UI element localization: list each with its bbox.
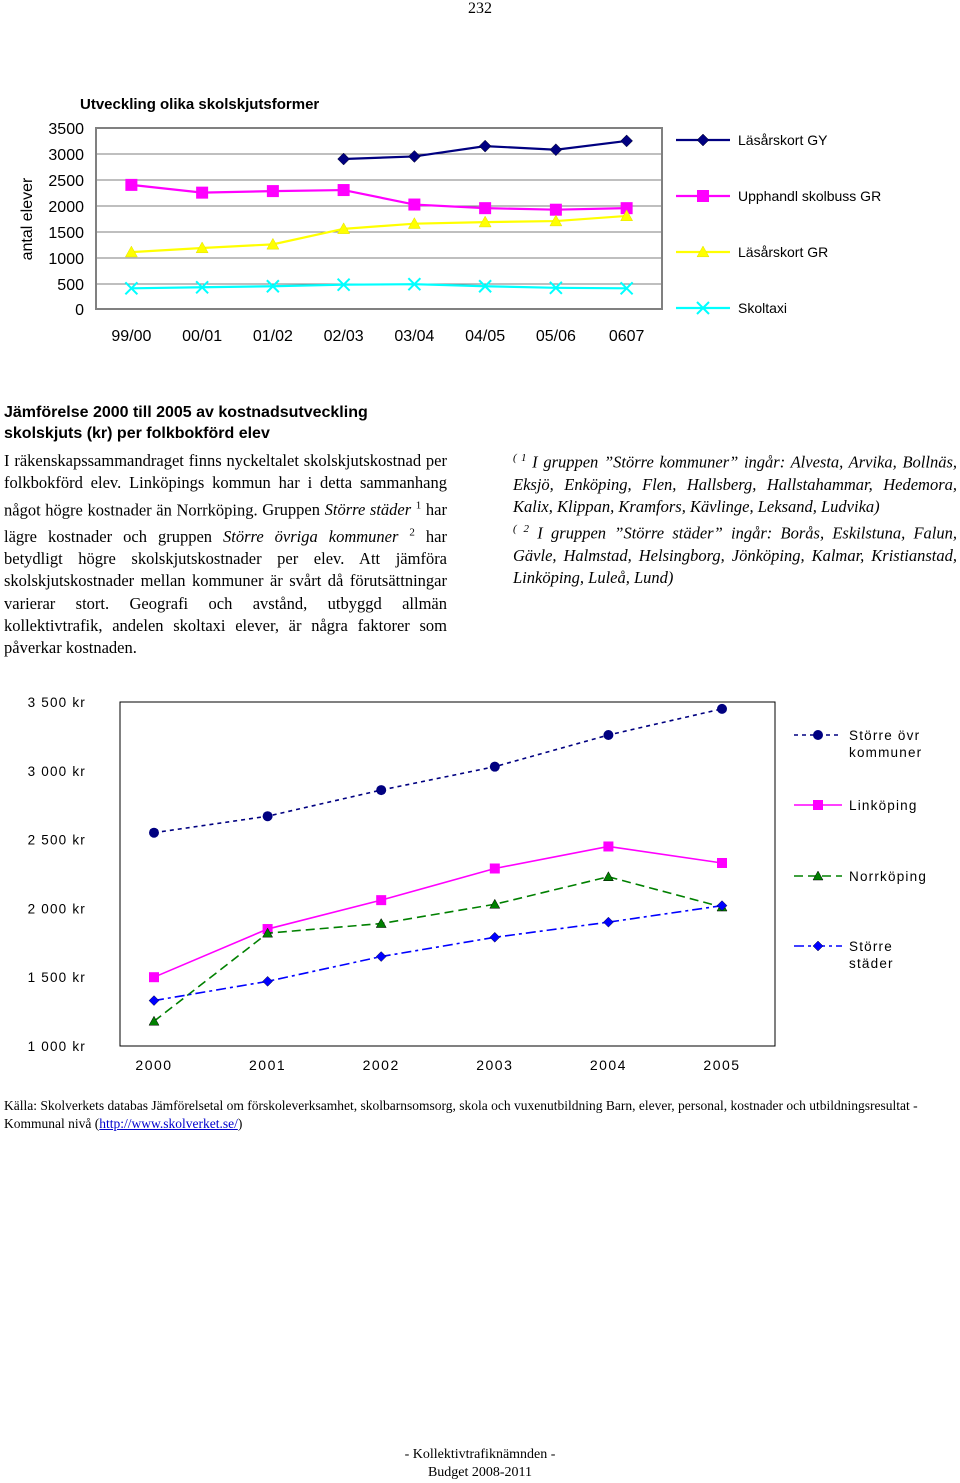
chart2-data-point	[376, 785, 386, 795]
chart1-data-point	[338, 184, 350, 196]
page-footer	[0, 1446, 960, 1482]
chart1-x-tick-label: 02/03	[323, 328, 364, 345]
chart2-legend-label: städer	[849, 956, 894, 971]
chart2-series-3	[149, 901, 727, 1006]
chart2-data-point	[603, 917, 613, 927]
chart1-data-point	[125, 179, 137, 191]
chart2-series-line	[154, 906, 722, 1001]
chart1-data-point	[408, 150, 420, 162]
chart1-legend-label: Upphandl skolbuss GR	[738, 188, 882, 204]
chart2-x-tick-label: 2002	[362, 1057, 400, 1073]
chart2-data-point	[149, 972, 159, 982]
chart1-legend-entry	[676, 188, 881, 204]
chart1-series-0	[338, 135, 633, 165]
chart1-x-tick-label: 01/02	[252, 328, 293, 345]
paragraph-3: Att jämföra skolskjutskostnader mellan kommuner är svårt då förutsättningar varierar stort. Geografi och avstånd, utbyggd allmän kollektivtrafik, andelen skoltaxi elever, är några faktorer som påverkar kostnaden.	[4, 549, 448, 658]
chart1-y-tick-label: 0	[75, 302, 84, 319]
chart1-y-tick-label: 2000	[48, 199, 84, 216]
chart2-x-tick-label: 2005	[703, 1057, 741, 1073]
chart1-y-tick-label: 2500	[48, 173, 84, 190]
chart1-data-point	[479, 202, 491, 214]
chart1-y-tick-label: 3000	[48, 147, 84, 164]
chart2-series-2	[149, 872, 727, 1025]
chart2-series-line	[154, 877, 722, 1021]
chart1-y-tick-label: 1500	[48, 225, 84, 242]
footer-committee: - Kollektivtrafiknämnden -	[404, 1447, 556, 1462]
chart1-x-tick-label: 03/04	[394, 328, 435, 345]
chart2-y-tick-label: 3 000 kr	[27, 763, 86, 779]
chart1-x-tick-label: 99/00	[111, 328, 152, 345]
chart2-data-point	[263, 976, 273, 986]
chart2-legend-label: Norrköping	[849, 869, 928, 884]
chart2-data-point	[376, 895, 386, 905]
section-body	[4, 450, 447, 660]
chart2-legend-label: Större	[849, 939, 893, 954]
chart1-x-tick-label: 05/06	[535, 328, 576, 345]
chart1-data-point	[267, 185, 279, 197]
chart2-x-tick-label: 2004	[589, 1057, 627, 1073]
footnote-1: $^{( 1}$ I gruppen ”Större kommuner” ingår: Alvesta, Arvika, Bollnäs, Eksjö, Enköping, Flen, Hallsberg, Hallstahammar, Hedemora, Kalix, Klippan, Kramfors, Kävlinge, Leksand, Ludvika)	[513, 452, 957, 517]
chart1-legend-entry	[676, 132, 828, 148]
chart2-data-point	[490, 762, 500, 772]
chart2-legend-entry	[794, 869, 927, 884]
chart2-legend-entry	[794, 728, 922, 760]
group-footnotes	[513, 447, 957, 590]
chart1-y-tick-label: 3500	[48, 121, 84, 138]
chart2-data-point	[376, 952, 386, 962]
chart2-data-point	[490, 899, 500, 908]
chart1-data-point	[196, 187, 208, 199]
chart2-data-point	[603, 730, 613, 740]
student-transport-chart	[0, 85, 960, 360]
chart1-legend-marker	[697, 134, 709, 146]
source-note: Källa: Skolverkets databas Jämförelsetal om förskoleverksamhet, skolbarnsomsorg, skola och vuxenutbildning Barn, elever, personal, kostnader och utbildningsresultat -Kommunal nivå (http://www.skolverket.se/)	[4, 1098, 918, 1131]
chart1-x-tick-label: 0607	[608, 328, 645, 345]
chart1-x-tick-label: 04/05	[465, 328, 506, 345]
chart1-legend-label: Skoltaxi	[738, 300, 788, 316]
paragraph-2: Gruppen Större städer $^1$ har lägre kostnader och gruppen Större övriga kommuner $^2$ har betydligt högre skolskjutskostnader per elev.	[4, 499, 448, 569]
chart1-legend-entry	[676, 244, 828, 260]
chart2-y-tick-label: 3 500 kr	[27, 695, 86, 710]
chart2-series-line	[154, 846, 722, 977]
chart2-data-point	[149, 828, 159, 838]
chart1-title: Utveckling olika skolskjutsformer	[80, 96, 320, 113]
chart2-y-tick-label: 1 000 kr	[27, 1039, 86, 1054]
chart1-legend-marker	[697, 190, 709, 202]
section-heading: Jämförelse 2000 till 2005 av kostnadsutveckling skolskjuts (kr) per folkbokförd elev	[4, 404, 368, 442]
chart1-legend-label: Läsårskort GR	[738, 244, 829, 260]
chart2-y-tick-label: 2 500 kr	[27, 832, 86, 848]
chart2-legend-entry	[794, 798, 918, 813]
chart2-legend-marker	[813, 730, 823, 740]
chart1-legend-label: Läsårskort GY	[738, 132, 828, 148]
chart2-x-tick-label: 2001	[249, 1057, 287, 1073]
footnote-2: $^{( 2}$ I gruppen ”Större städer” ingår: Borås, Eskilstuna, Falun, Gävle, Halmstad, Helsingborg, Jönköping, Kalmar, Kristianstad, Linköping, Luleå, Lund)	[513, 523, 957, 588]
chart2-series-1	[149, 841, 727, 982]
chart2-y-tick-label: 2 000 kr	[27, 901, 86, 917]
chart1-data-point	[408, 199, 420, 211]
chart2-x-tick-label: 2000	[135, 1057, 173, 1073]
chart1-data-point	[479, 140, 491, 152]
chart1-y-axis-label: antal elever	[19, 177, 36, 261]
source-link[interactable]: http://www.skolverket.se/	[99, 1116, 238, 1131]
chart2-plot-area	[120, 702, 775, 1046]
chart1-series-1	[125, 179, 632, 216]
chart2-data-point	[603, 872, 613, 881]
chart1-data-point	[550, 204, 562, 216]
chart2-data-point	[490, 932, 500, 942]
chart2-legend-marker	[813, 941, 823, 951]
chart2-data-point	[490, 863, 500, 873]
chart2-data-point	[717, 704, 727, 714]
chart2-legend-marker	[813, 800, 823, 810]
footer-budget: Budget 2008-2011	[427, 1465, 533, 1480]
page-number: 232	[468, 0, 492, 17]
chart1-y-tick-label: 500	[57, 277, 84, 294]
chart1-x-tick-label: 00/01	[182, 328, 223, 345]
chart2-legend-label: Linköping	[849, 798, 918, 813]
chart2-legend-label: kommuner	[849, 745, 923, 760]
chart2-x-tick-label: 2003	[476, 1057, 514, 1073]
chart2-data-point	[603, 841, 613, 851]
chart2-series-line	[154, 709, 722, 833]
chart2-legend-label: Större övr	[849, 728, 921, 743]
chart1-legend-entry	[676, 300, 787, 316]
chart1-series-2	[125, 210, 632, 257]
cost-per-student-chart	[0, 680, 960, 1085]
chart1-data-point	[338, 153, 350, 165]
chart2-legend-entry	[794, 939, 894, 971]
chart1-data-point	[621, 135, 633, 147]
chart2-data-point	[263, 811, 273, 821]
chart1-series-3	[125, 278, 632, 294]
chart2-data-point	[149, 996, 159, 1006]
chart2-y-tick-label: 1 500 kr	[27, 970, 86, 986]
chart2-series-0	[149, 704, 727, 838]
paragraph-1: I räkenskapssammandraget finns nyckeltalet skolskjutskostnad per folkbokförd elev. Linköpings kommun har i detta sammanhang något högre kostnader än Norrköping.	[4, 451, 447, 520]
chart2-data-point	[717, 858, 727, 868]
chart1-y-tick-label: 1000	[48, 251, 84, 268]
